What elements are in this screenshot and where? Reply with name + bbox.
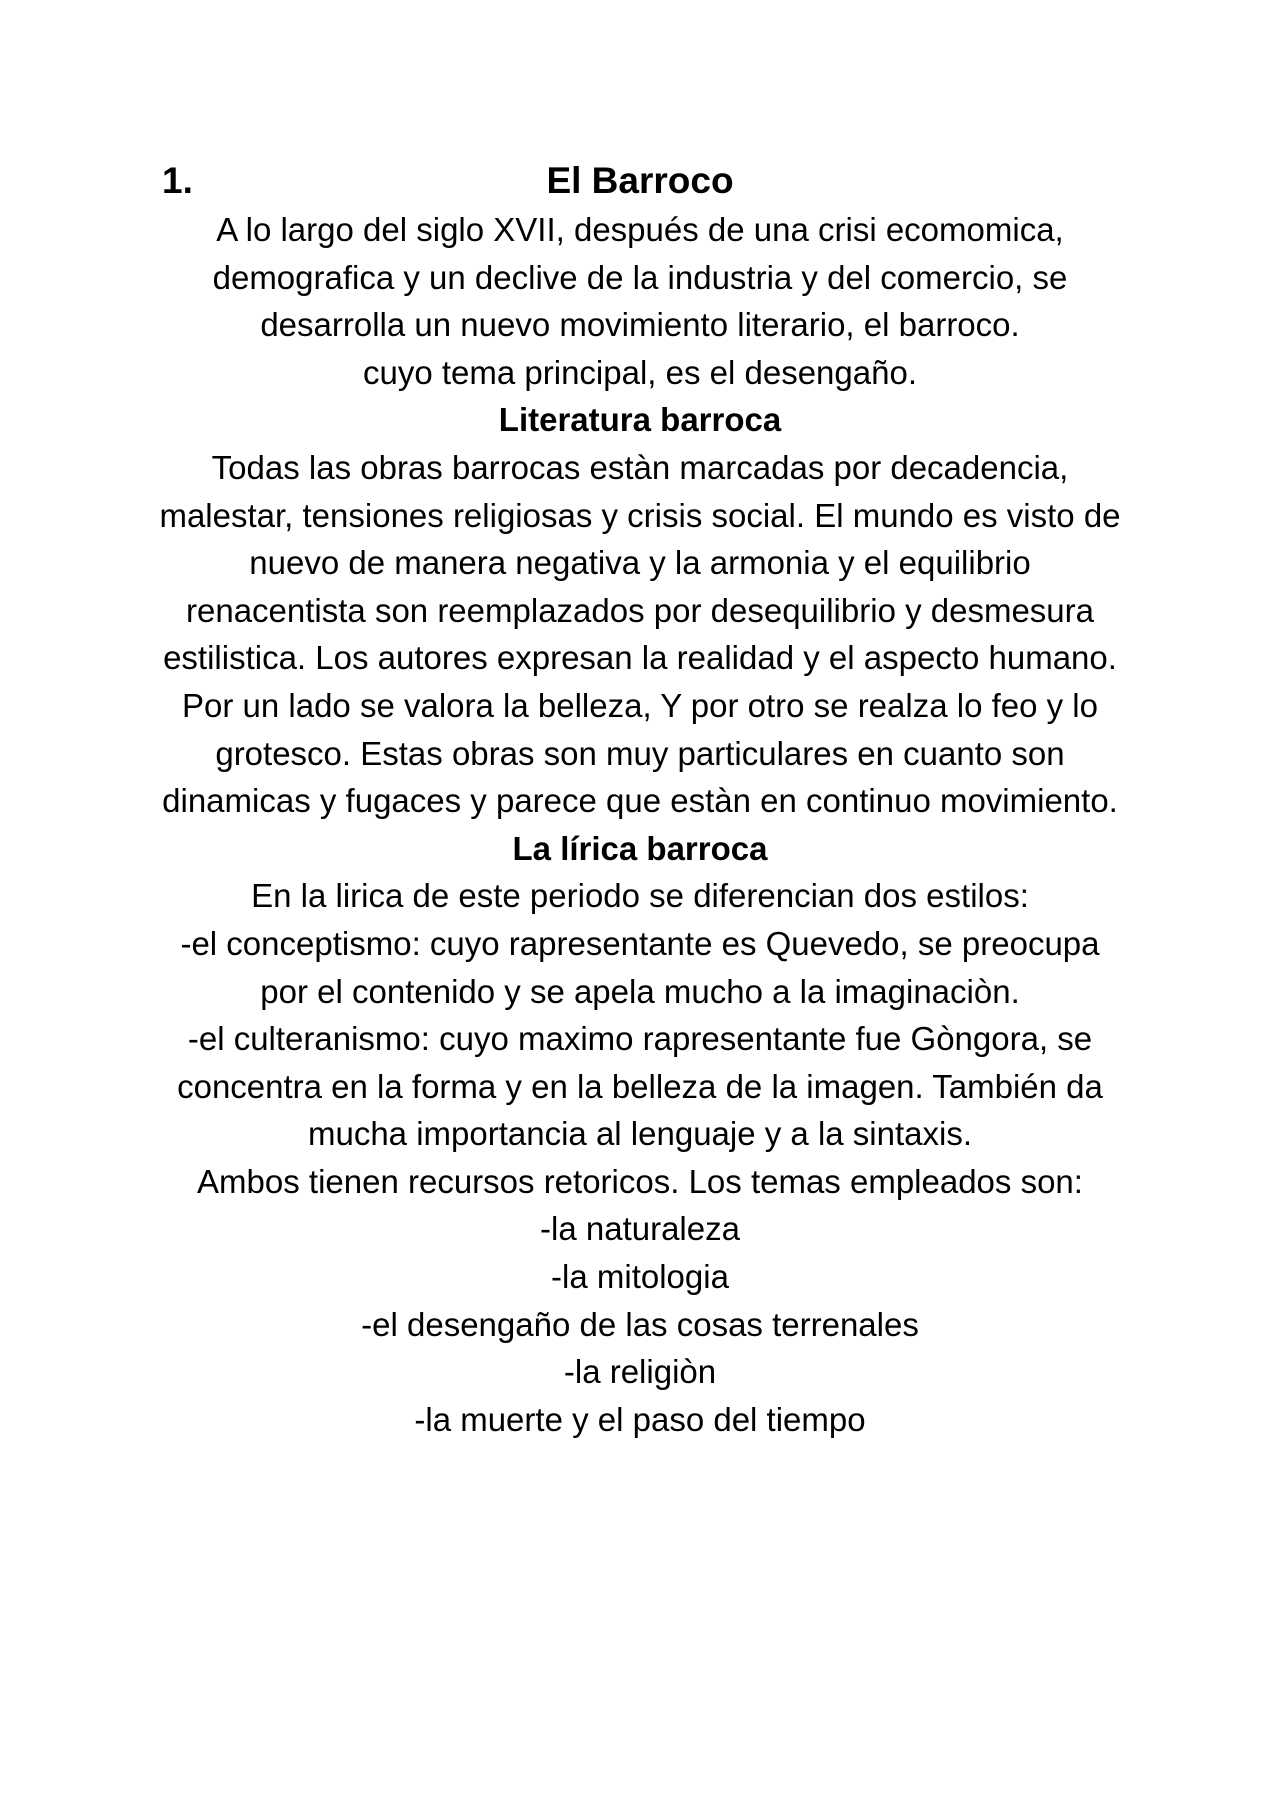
section-line: nuevo de manera negativa y la armonia y el equilibrio: [249, 544, 1031, 582]
intro-paragraph: [120, 206, 1160, 396]
section-line: concentra en la forma y en la belleza de la imagen. También da: [177, 1067, 1103, 1105]
section-line: En la lirica de este periodo se diferencian dos estilos:: [251, 877, 1029, 915]
section-line: renacentista son reemplazados por desequilibrio y desmesura: [186, 591, 1094, 629]
section-line: estilistica. Los autores expresan la realidad y el aspecto humano.: [163, 639, 1117, 677]
section-title-literatura: Literatura barroca: [498, 401, 782, 439]
section-line: -el culteranismo: cuyo maximo rapresentante fue Gòngora, se: [187, 1020, 1093, 1058]
document-body: [120, 156, 1160, 1443]
theme-list-item: -la naturaleza: [540, 1210, 740, 1248]
intro-line: demografica y un declive de la industria y del comercio, se: [212, 258, 1068, 296]
section-line: por el contenido y se apela mucho a la imaginaciòn.: [260, 972, 1020, 1010]
section-line: dinamicas y fugaces y parece que estàn en continuo movimiento.: [162, 782, 1118, 820]
section-line: Por un lado se valora la belleza, Y por otro se realza lo feo y lo: [182, 686, 1098, 724]
document-heading: [120, 156, 1160, 206]
theme-list-item: -la muerte y el paso del tiempo: [414, 1400, 866, 1438]
theme-list-item: -la religiòn: [563, 1353, 717, 1391]
section-line: malestar, tensiones religiosas y crisis social. El mundo es visto de: [159, 496, 1121, 534]
theme-list-item: -la mitologia: [551, 1258, 729, 1296]
section-line: mucha importancia al lenguaje y a la sintaxis.: [307, 1115, 972, 1153]
intro-line: A lo largo del siglo XVII, después de una crisi ecomomica,: [216, 211, 1064, 248]
theme-list-item: -el desengaño de las cosas terrenales: [361, 1305, 919, 1343]
section-line: grotesco. Estas obras son muy particulares en cuanto son: [215, 734, 1065, 772]
intro-line: cuyo tema principal, es el desengaño.: [362, 353, 917, 391]
intro-line: desarrolla un nuevo movimiento literario, el barroco.: [260, 306, 1020, 344]
section-literatura-barroca: [120, 396, 1160, 824]
heading-number: 1.: [162, 160, 193, 201]
section-lirica-barroca: [120, 825, 1160, 1444]
section-line: -el conceptismo: cuyo rapresentante es Quevedo, se preocupa: [180, 924, 1100, 962]
section-line: Todas las obras barrocas estàn marcadas por decadencia,: [211, 448, 1069, 486]
section-line: Ambos tienen recursos retoricos. Los temas empleados son:: [197, 1162, 1083, 1200]
section-title-lirica: La lírica barroca: [512, 829, 768, 867]
heading-title: El Barroco: [546, 160, 734, 201]
